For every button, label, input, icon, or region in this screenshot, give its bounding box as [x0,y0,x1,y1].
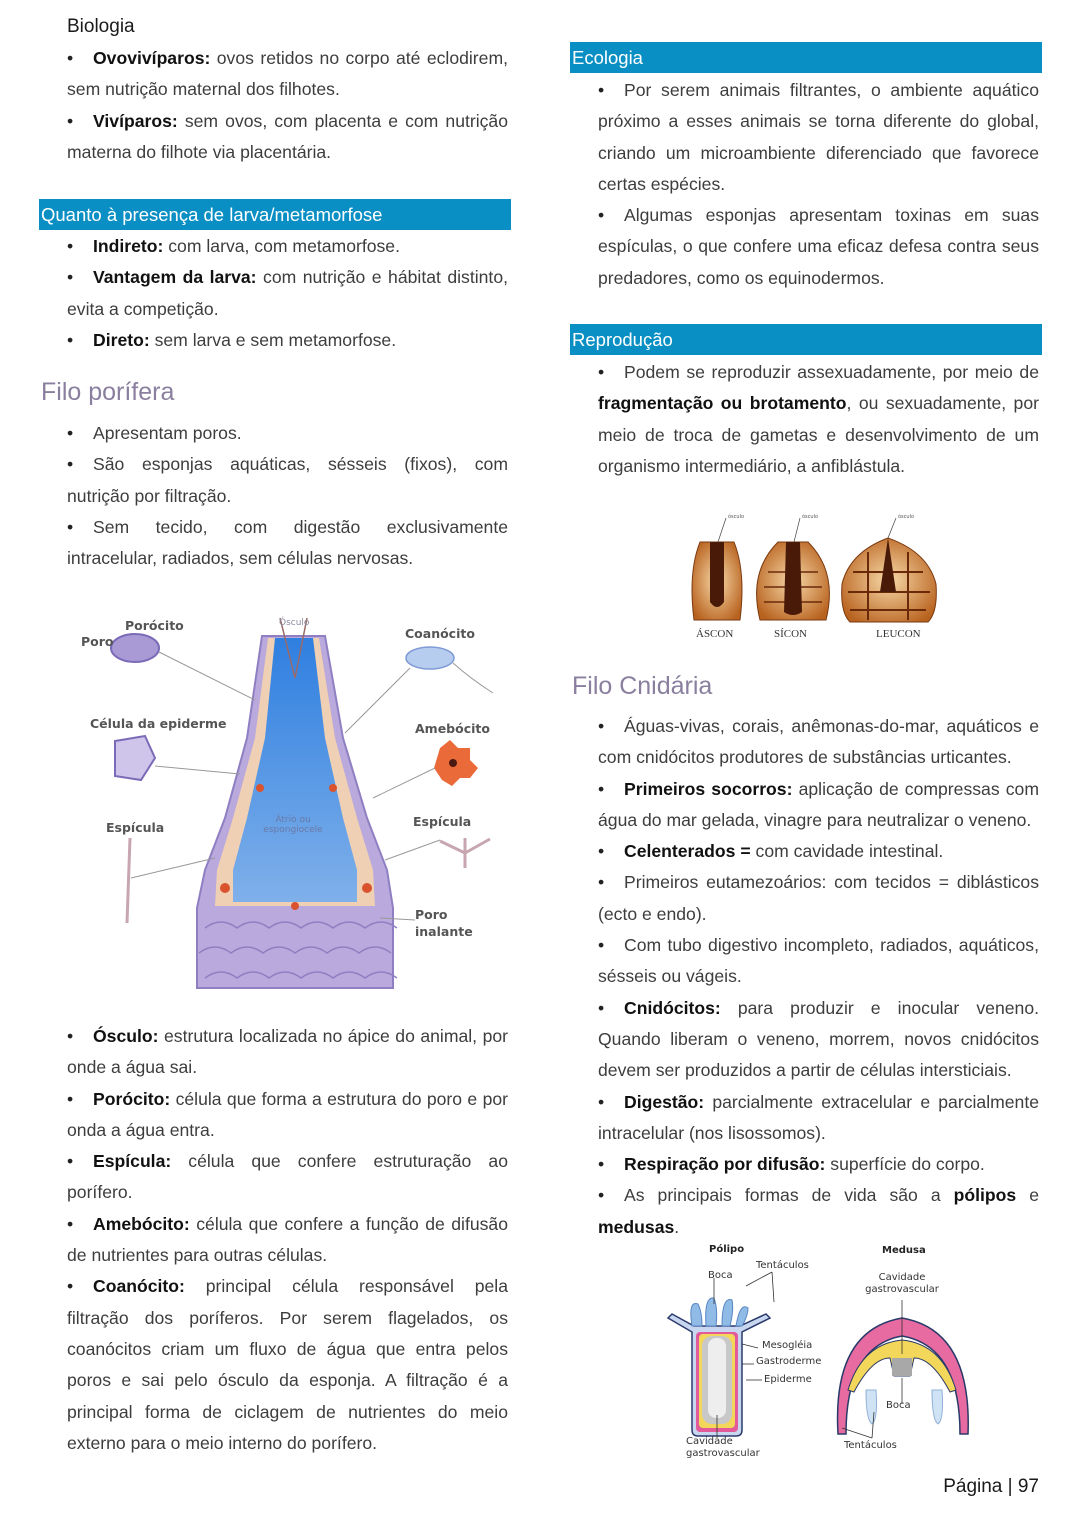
bullet-icon: • [598,997,605,1018]
bullet-icon: • [598,362,605,382]
bullet-icon: • [67,267,74,288]
label-epiderme: Epiderme [764,1374,812,1385]
label-boca-polipo: Boca [708,1270,733,1281]
list-item: • Coanócito: principal célula responsável pela filtração dos poríferos. Por serem flagelados, os coanócitos criam um fluxo de água que entra pelos poros e sai pelo ósculo da esponja. A filtração é a principal forma de ciclagem de nutrientes do meio externo para o meio interno do porífero. [67,1271,508,1459]
label-osculo: Ósculo [279,618,310,628]
running-head: Biologia [67,16,135,37]
label-epiderme: Célula da epiderme [90,716,227,731]
label-atrio: Átrio ou espongiocele [263,815,323,835]
bullet-icon: • [67,1151,74,1172]
bullet-icon: • [598,80,605,100]
label-poro: Poro [81,634,114,649]
list-item: • Algumas esponjas apresentam toxinas em suas espículas, o que confere uma eficaz defesa contra seus predadores, como os equinodermos. [598,200,1039,294]
list-item: • São esponjas aquáticas, sésseis (fixos), com nutrição por filtração. [67,449,508,512]
bullet-icon: • [67,329,74,350]
list-item: • Vantagem da larva: com nutrição e hábitat distinto, evita a competição. [67,262,508,325]
bullet-icon: • [67,1026,74,1046]
list-item: • Cnidócitos: para produzir e inocular veneno. Quando liberam o veneno, morrem, novos cnidócitos devem ser produzidos a partir de células intersticiais. [598,993,1039,1087]
viviparity-list [67,43,508,168]
larva-list [67,231,508,356]
list-item: • Celenterados = com cavidade intestinal. [598,836,1039,867]
label-sicon: SÍCON [774,628,808,640]
bullet-icon: • [598,778,605,799]
bullet-icon: • [598,841,605,862]
bullet-icon: • [598,935,605,956]
sponge-types-icon [688,512,948,644]
label-espicula-left: Espícula [106,820,165,835]
bullet-icon: • [67,1088,74,1109]
sponge-types-figure [688,512,948,644]
label-cavidade-polipo: Cavidade gastrovascular [686,1436,760,1459]
list-item: • Ovovivíparos: ovos retidos no corpo até eclodirem, sem nutrição maternal dos filhotes. [67,43,508,106]
label-coanocito: Coanócito [405,626,475,641]
label-amebocito: Amebócito [415,721,490,736]
bullet-icon: • [67,516,74,537]
list-item: • Por serem animais filtrantes, o ambiente aquático próximo a esses animais se torna diferente do global, criando um microambiente diferenciado que favorece certas espécies. [598,75,1039,200]
label-cavidade-medusa: Cavidade gastrovascular [865,1272,939,1295]
label-mesogleia: Mesogléia [762,1340,813,1351]
list-item: • Indireto: com larva, com metamorfose. [67,231,508,262]
heading-porifera: Filo porífera [41,378,175,406]
label-leucon: LEUCON [876,628,921,640]
polyp-medusa-figure [662,1240,977,1465]
sponge-anatomy-figure [75,608,505,993]
label-porocito: Porócito [125,618,184,633]
label-ascon: ÁSCON [696,628,734,640]
list-item: • Apresentam poros. [67,418,508,449]
bullet-icon: • [598,716,605,736]
label-osculo-leucon: ósculo [898,514,915,520]
list-item: • Amebócito: célula que confere a função de difusão de nutrientes para outras células. [67,1209,508,1272]
list-item: • Espícula: célula que confere estruturação ao porífero. [67,1146,508,1209]
bullet-icon: • [598,872,605,893]
label-poro-inalante: Poro inalante [415,907,473,939]
bullet-icon: • [67,48,74,68]
bullet-icon: • [598,1154,605,1175]
heading-cnidaria: Filo Cnidária [572,672,713,700]
reproducao-paragraph [598,357,1039,482]
bullet-icon: • [598,205,605,226]
label-boca-medusa: Boca [886,1400,911,1411]
section-band-ecologia: Ecologia [570,42,1042,73]
list-item: • Sem tecido, com digestão exclusivamente intracelular, radiados, sem células nervosas. [67,512,508,575]
label-espicula-right: Espícula [413,814,472,829]
list-item: • Digestão: parcialmente extracelular e parcialmente intracelular (nos lisossomos). [598,1087,1039,1150]
bullet-icon: • [598,1091,605,1112]
bullet-icon: • [598,1185,605,1206]
section-band-larva: Quanto à presença de larva/metamorfose [39,199,511,230]
list-item: • Primeiros eutamezoários: com tecidos = diblásticos (ecto e endo). [598,867,1039,930]
label-gastroderme: Gastroderme [756,1356,822,1367]
list-item: • Vivíparos: sem ovos, com placenta e com nutrição materna do filhote via placentária. [67,106,508,169]
label-osculo-sicon: ósculo [802,514,819,520]
label-polipo: Pólipo [709,1244,745,1255]
page-number: Página | 97 [943,1476,1039,1497]
list-item: • Direto: sem larva e sem metamorfose. [67,325,508,356]
ecologia-list [598,75,1039,294]
porifera-list [67,418,508,574]
list-item: • Águas-vivas, corais, anêmonas-do-mar, aquáticos e com cnidócitos produtores de substâncias urticantes. [598,711,1039,774]
list-item: • Respiração por difusão: superfície do corpo. [598,1149,1039,1180]
bullet-icon: • [67,1276,74,1297]
section-band-reproducao: Reprodução [570,324,1042,355]
bullet-icon: • [67,454,74,475]
label-osculo-ascon: ósculo [728,514,745,520]
list-item: • Podem se reproduzir assexuadamente, por meio de fragmentação ou brotamento, ou sexuadamente, por meio de troca de gametas e desenvolvimento de um organismo intermediário, a anfiblástula. [598,357,1039,482]
bullet-icon: • [67,1213,74,1234]
list-item: • As principais formas de vida são a pólipos e medusas. [598,1180,1039,1243]
cnidaria-list [598,711,1039,1243]
bullet-icon: • [67,236,74,256]
bullet-icon: • [67,423,74,443]
bullet-icon: • [67,110,74,131]
list-item: • Ósculo: estrutura localizada no ápice do animal, por onde a água sai. [67,1021,508,1084]
list-item: • Primeiros socorros: aplicação de compressas com água do mar gelada, vinagre para neutralizar o veneno. [598,774,1039,837]
label-tentaculos-medusa: Tentáculos [844,1440,897,1451]
label-medusa: Medusa [882,1245,926,1256]
label-tentaculos-polipo: Tentáculos [756,1260,809,1271]
list-item: • Porócito: célula que forma a estrutura do poro e por onda a água entra. [67,1084,508,1147]
list-item: • Com tubo digestivo incompleto, radiados, aquáticos, sésseis ou vágeis. [598,930,1039,993]
cell-types-list [67,1021,508,1459]
